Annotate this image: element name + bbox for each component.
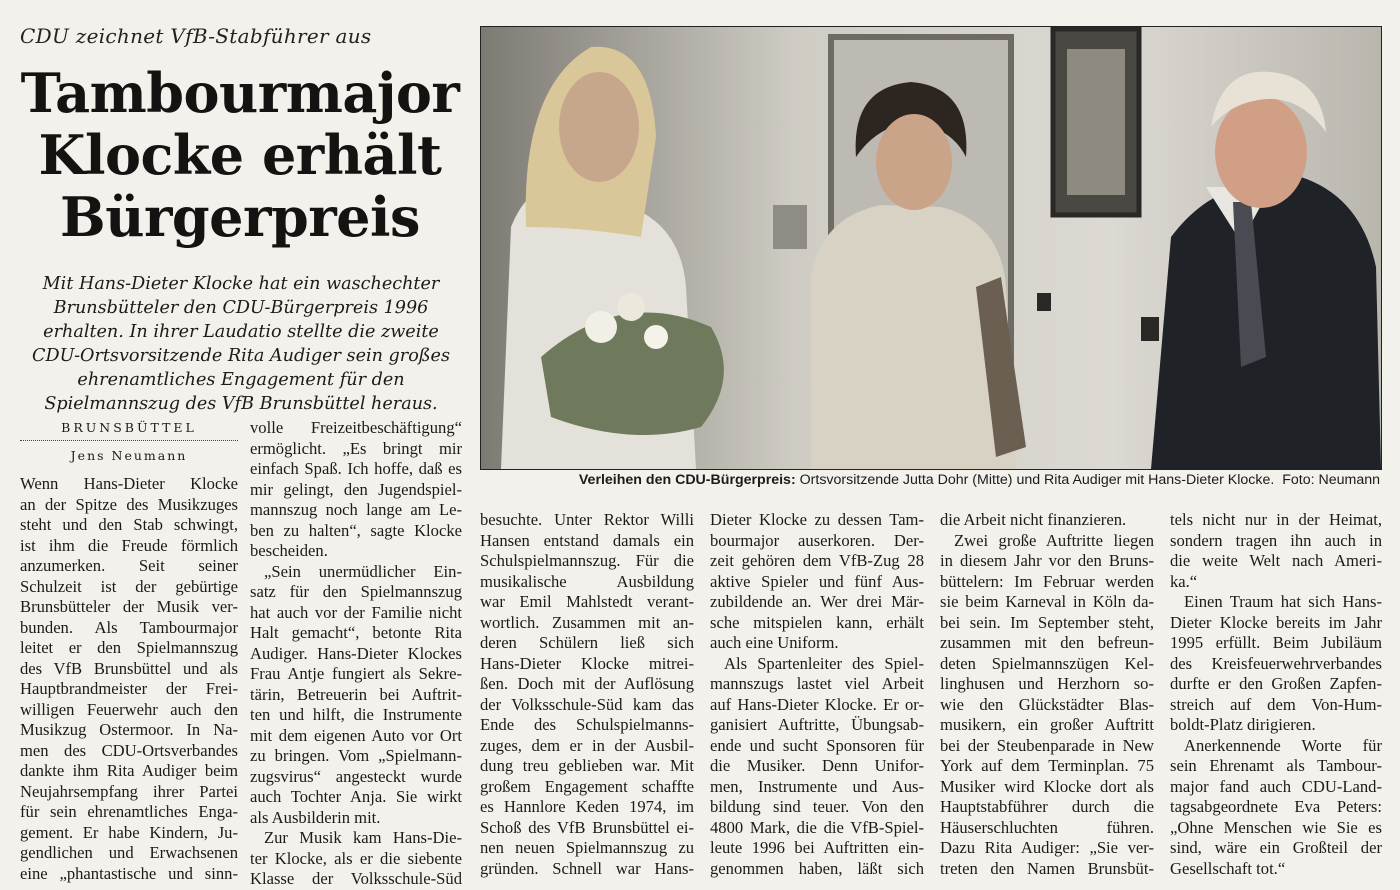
text-line: es Hannlore Keden 1974, im <box>480 797 694 816</box>
text-line: der Volksschule-Süd kam das <box>480 694 694 714</box>
text-column-6 <box>1170 510 1382 879</box>
text-line: für sein ehrenamtliches Enga- <box>20 802 238 821</box>
text-line: Gesellschaft tot.“ <box>1170 858 1286 878</box>
text-line: mannszug noch lange am Le- <box>250 500 462 519</box>
text-line: anzumerken. Seit seiner <box>20 556 238 575</box>
text-line: auf Hans-Dieter Klocke. Er or- <box>710 694 924 714</box>
text-line: Dieter Klocke bereits im Jahr <box>1170 612 1382 632</box>
lead-line: Mit Hans-Dieter Klocke hat ein waschechter <box>42 274 440 294</box>
text-column-1 <box>20 474 238 884</box>
text-line: wie den Glückstädter Blas- <box>940 694 1154 714</box>
text-line: hat auch vor der Familie nicht <box>250 602 462 622</box>
text-line: bei der Steubenparade in New <box>940 735 1154 755</box>
text-line: Neujahrsempfang ihrer Partei <box>20 781 238 801</box>
photo-credit: Foto: Neumann <box>1282 472 1380 488</box>
text-line: gement. Er habe Kindern, Ju- <box>20 822 238 842</box>
text-line: ben zu halten“, sagte Klocke <box>250 520 462 540</box>
text-line: tagsabgeordnete Eva Peters: <box>1170 797 1382 816</box>
text-line: streich auf dem Von-Hum- <box>1170 694 1382 714</box>
text-line: sche mitspielen kann, erhält <box>710 612 924 632</box>
text-line: die weite Welt nach Ameri- <box>1170 551 1382 570</box>
text-line: war Emil Mahlstedt verant- <box>480 592 694 611</box>
text-line: ßen. Doch mit der Auflösung <box>480 674 694 693</box>
text-column-3 <box>480 510 694 879</box>
caption-bold: Verleihen den CDU-Bürgerpreis: <box>578 472 796 488</box>
text-line: gründen. Schnell war Hans- <box>480 858 694 878</box>
text-line: Hauptstabführer durch die <box>940 797 1154 816</box>
text-line: sie beim Karneval in Köln da- <box>940 592 1154 611</box>
text-line: musikern, ein großer Auftritt <box>940 715 1154 734</box>
text-line: ganisiert Auftritte, Übungsab- <box>710 715 924 734</box>
text-line: volle Freizeitbeschäftigung“ <box>250 418 462 437</box>
text-line: Dieter Klocke zu dessen Tam- <box>710 510 924 529</box>
text-line: Einen Traum hat sich Hans- <box>1184 592 1382 611</box>
lead-line: Spielmannszug des VfB Brunsbüttel heraus. <box>44 394 438 414</box>
text-line: major fand auch CDU-Land- <box>1170 776 1382 796</box>
text-line: mit dem eigenen Auto vor Ort <box>250 725 462 745</box>
photo-illustration <box>481 27 1381 469</box>
text-line: an der Spitze des Musikzuges <box>20 494 238 514</box>
lead-line: erhalten. In ihrer Laudatio stellte die zweite <box>43 322 439 342</box>
text-line: ka.“ <box>1170 571 1198 591</box>
caption-text: Ortsvorsitzende Jutta Dohr (Mitte) und Rita Audiger mit Hans-Dieter Klocke. <box>795 472 1275 488</box>
text-line: zuges, dem er in der Ausbil- <box>480 735 694 755</box>
text-line: wortlich. Zusammen mit an- <box>480 612 694 632</box>
text-line: steht und den Stab schwingt, <box>20 515 238 534</box>
text-line: ten und hilft, die Instrumente <box>250 705 462 724</box>
text-line: Musikzug Ostermoor. In Na- <box>20 720 238 739</box>
text-line: Als Spartenleiter des Spiel- <box>724 653 924 673</box>
text-column-4 <box>710 510 924 879</box>
text-column-2 <box>250 418 462 890</box>
headline-line: Klocke erhält <box>38 123 442 187</box>
text-line: musikalische Ausbildung <box>480 571 694 591</box>
text-line: durfte er den Großen Zapfen- <box>1170 674 1382 693</box>
kicker: CDU zeichnet VfB-Stabführer aus <box>20 24 372 48</box>
text-line: eine „phantastische und sinn- <box>20 863 238 883</box>
text-line: Schulzeit ist der gebürtige <box>20 576 238 596</box>
text-line: bescheiden. <box>250 541 328 560</box>
text-line: sind, wäre ein Großteil der <box>1170 838 1382 857</box>
text-line: büttelern: Im Februar werden <box>940 571 1154 591</box>
lead-line: CDU-Ortsvorsitzende Rita Audiger sein großes <box>32 346 450 366</box>
text-line: Audiger. Hans-Dieter Klockes <box>250 643 462 663</box>
text-line: zu bringen. Vom „Spielmann- <box>250 746 462 765</box>
text-line: zusammen mit den befreun- <box>940 633 1154 652</box>
text-line: bourmajor auserkoren. Der- <box>710 530 924 550</box>
text-line: gendlichen und Erwachsenen <box>20 843 238 862</box>
text-line: Klasse der Volksschule-Süd <box>250 869 462 888</box>
text-line: 4800 Mark, die die VfB-Spiel- <box>710 817 924 837</box>
text-line: Dazu Rita Audiger: „Sie ver- <box>940 838 1154 857</box>
text-line: leute 1996 bei Auftritten ein- <box>710 838 924 857</box>
text-line: auch eine Uniform. <box>710 633 839 652</box>
photo-caption <box>480 472 1380 488</box>
text-line: tels nicht nur in der Heimat, <box>1170 510 1382 529</box>
text-line: Frau Antje fungiert als Sekre- <box>250 664 462 683</box>
headline <box>20 62 460 248</box>
headline-line: Tambourmajor <box>20 61 460 125</box>
headline-line: Bürgerpreis <box>60 185 420 249</box>
text-line: dankte ihm Rita Audiger beim <box>20 761 238 780</box>
text-line: besuchte. Unter Rektor Willi <box>480 510 694 529</box>
text-line: sondern tragen ihn auch in <box>1170 530 1382 550</box>
text-line: des VfB Brunsbüttel und als <box>20 658 238 678</box>
lead-line: ehrenamtliches Engagement für den <box>77 370 405 390</box>
text-line: leitet er den Spielmannszug <box>20 638 238 657</box>
text-line: Hans-Dieter Klocke mitrei- <box>480 653 694 673</box>
text-line: willigen Feuerwehr auch den <box>20 699 238 719</box>
text-line: Brunsbütteler der Musik ver- <box>20 597 238 616</box>
text-line: satz für den Spielmannszug <box>250 582 462 601</box>
text-line: die Musiker. Denn Unifor- <box>710 756 924 775</box>
text-line: mir gelingt, den Jugendspiel- <box>250 479 462 499</box>
text-line: einfach Spaß. Ich hoffe, daß es <box>250 459 462 478</box>
text-line: Zur Musik kam Hans-Die- <box>264 828 462 847</box>
text-line: deten Spielmannszügen Kel- <box>940 653 1154 673</box>
text-line: Häuserschluchten führen. <box>940 817 1154 837</box>
text-line: boldt-Platz dirigieren. <box>1170 715 1316 734</box>
text-line: ende und sucht Sponsoren für <box>710 735 924 755</box>
text-line: Hansen entstand damals ein <box>480 530 694 550</box>
text-line: nen neuen Spielmannszug zu <box>480 838 694 857</box>
text-line: des Kreisfeuerwehrverbandes <box>1170 653 1382 673</box>
dotted-rule <box>20 440 238 441</box>
lead-paragraph <box>26 272 456 416</box>
text-line: zeit gehören dem VfB-Zug 28 <box>710 551 924 570</box>
text-line: Wenn Hans-Dieter Klocke <box>20 474 238 493</box>
text-column-5 <box>940 510 1154 879</box>
text-line: zubildende an. Wer drei Mär- <box>710 592 924 611</box>
text-line: deren Schülern ließ sich <box>480 633 694 652</box>
text-line: mannszugs lastet viel Arbeit <box>710 674 924 693</box>
text-line: als Ausbilderin mit. <box>250 807 381 827</box>
text-line: Ende des Schulspielmanns- <box>480 715 694 734</box>
text-line: ter Klocke, als er die siebente <box>250 848 462 868</box>
text-line: Halt gemacht“, betonte Rita <box>250 623 462 642</box>
text-line: men des CDU-Ortsverbandes <box>20 740 238 760</box>
text-line: genommen haben, läßt sich <box>710 858 924 878</box>
text-line: „Ohne Menschen wie Sie es <box>1170 817 1382 837</box>
text-line: in diesem Jahr vor den Bruns- <box>940 551 1154 570</box>
lead-line: Brunsbütteler den CDU-Bürgerpreis 1996 <box>53 298 429 318</box>
text-line: 1995 erfüllt. Beim Jubiläum <box>1170 633 1382 652</box>
text-line: bei sein. Im September steht, <box>940 612 1154 632</box>
text-line: Zwei große Auftritte liegen <box>954 530 1154 550</box>
text-line: zugsvirus“ angesteckt wurde <box>250 766 462 786</box>
article-photo <box>480 26 1382 470</box>
text-line: linghusen und Herzhorn so- <box>940 674 1154 693</box>
author-byline: Jens Neumann <box>70 448 188 463</box>
text-line: tärin, Betreuerin bei Auftrit- <box>250 684 462 704</box>
text-line: großem Engagement schaffte <box>480 776 694 796</box>
text-line: die Arbeit nicht finanzieren. <box>940 510 1127 529</box>
text-line: Schulspielmannszug. Für die <box>480 551 694 570</box>
text-line: ermöglicht. „Es bringt mir <box>250 438 462 458</box>
text-line: „Sein unermüdlicher Ein- <box>264 561 462 581</box>
text-line: Musiker wird Klocke dort als <box>940 776 1154 796</box>
text-line: Schoß des VfB Brunsbüttel ei- <box>480 817 694 837</box>
text-line: bunden. Als Tambourmajor <box>20 617 238 637</box>
text-line: York auf dem Terminplan. 75 <box>940 756 1154 775</box>
text-line: aktive Spieler und fünf Aus- <box>710 571 924 591</box>
text-line: sein Ehrenamt als Tambour- <box>1170 756 1382 775</box>
text-line: dung treu geblieben war. Mit <box>480 756 694 775</box>
text-line: men, Instrumente und Aus- <box>710 776 924 796</box>
text-line: treten den Namen Brunsbüt- <box>940 858 1154 878</box>
text-line: auch Tochter Anja. Sie wirkt <box>250 787 462 806</box>
dateline: BRUNSBÜTTEL <box>61 420 197 435</box>
text-line: bildung sind teuer. Von den <box>710 797 924 816</box>
text-line: Anerkennende Worte für <box>1184 735 1382 755</box>
text-line: ist ihm die Freude förmlich <box>20 535 238 555</box>
text-line: Hauptbrandmeister der Frei- <box>20 679 238 698</box>
